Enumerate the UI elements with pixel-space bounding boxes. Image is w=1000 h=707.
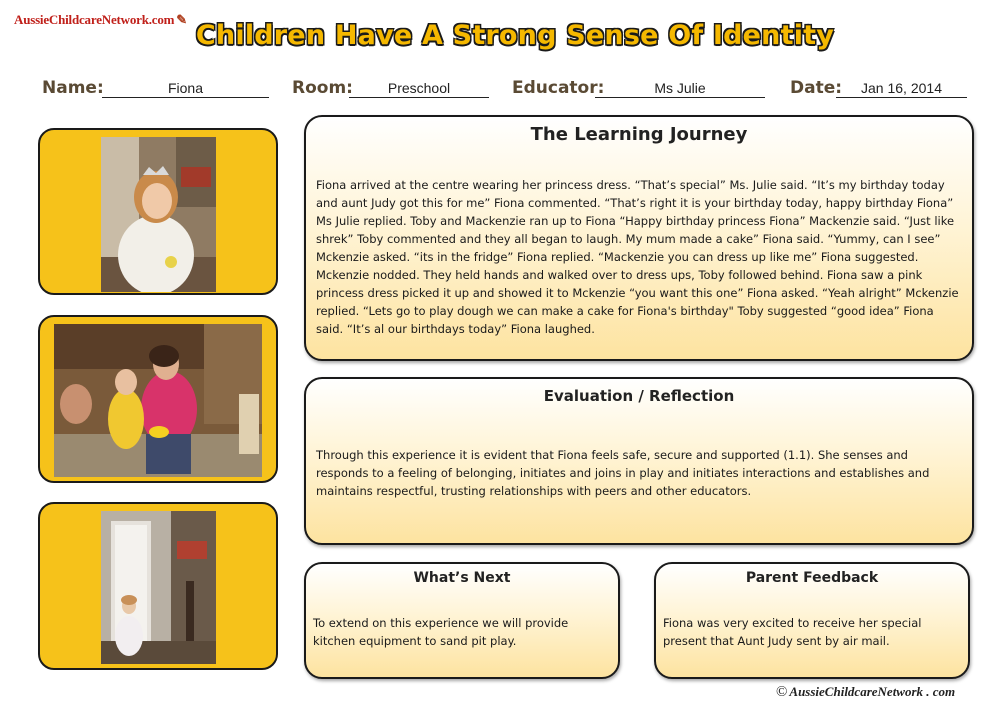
copyright-icon: ©: [776, 684, 788, 700]
whats-next-text: To extend on this experience we will provide kitchen equipment to sand pit play.: [313, 616, 569, 648]
evaluation-reflection-text: Through this experience it is evident that Fiona feels safe, secure and supported (1.1). She senses and responds to a feeling of belonging, initiates and joins in play and initiates interactions and establishes and maintains respectful, trusting relationships with peers and other educators.: [316, 448, 930, 498]
photo-panel-1: [38, 128, 278, 295]
learning-journey-title: The Learning Journey: [530, 124, 748, 145]
photo-girl-hallway: [101, 511, 216, 664]
photo-panel-2: [38, 315, 278, 483]
copyright-text: AussieChildcareNetwork . com: [789, 684, 956, 699]
room-label: Room:: [292, 78, 353, 98]
date-label: Date:: [790, 78, 843, 98]
date-underline: [836, 97, 967, 98]
parent-feedback-title: Parent Feedback: [745, 570, 879, 586]
educator-underline: [595, 97, 765, 98]
room-underline: [349, 97, 489, 98]
photo-girl-tiara: [101, 137, 216, 292]
parent-feedback-text: Fiona was very excited to receive her special present that Aunt Judy sent by air mail.: [663, 616, 922, 648]
room-value: Preschool: [387, 80, 451, 96]
name-label: Name:: [42, 78, 104, 98]
whats-next-card: [304, 562, 620, 679]
parent-feedback-card: [654, 562, 970, 679]
evaluation-reflection-title: Evaluation / Reflection: [543, 387, 735, 405]
evaluation-reflection-card: [304, 377, 974, 545]
learning-journey-text: Fiona arrived at the centre wearing her princess dress. “That’s special” Ms. Julie said. “It’s my birthday today and aunt Judy got this for me” Fiona commented. “That’s right it is your birthday today, happy birthday Fiona” Ms Julie replied. Toby and Mackenzie ran up to Fiona “Happy birthday princess Fiona” Mackenzie said. “Just like shrek” Toby commented and they all began to laugh. My mum made a cake” Fiona said. “Yummy, can I see” Mckenzie asked. “its in the fridge” Fiona replied. “Mackenzie you can dress up like me” Fiona suggested. Mckenzie nodded. They held hands and walked over to dress ups, Toby followed behind. Fiona saw a pink princess dress picked it up and showed it to Mckenzie “you want this one” Fiona asked. “Yeah alright” Mckenzie replied. “Lets go to play dough we can make a cake for Fiona's birthday" Toby suggested “good idea” Fiona said. “It’s al our birthdays today” Fiona laughed.: [316, 178, 959, 336]
educator-value: Ms Julie: [654, 80, 706, 96]
photo-girls-with-educator: [54, 324, 262, 477]
whats-next-title: What’s Next: [413, 570, 511, 586]
pencil-icon: ✎: [176, 12, 187, 27]
name-underline: [102, 97, 269, 98]
date-value: Jan 16, 2014: [861, 80, 942, 96]
learning-journey-card: [304, 115, 974, 361]
name-value: Fiona: [167, 80, 204, 96]
copyright-notice: [776, 684, 955, 701]
page-title: Children Have A Strong Sense Of Identity: [195, 20, 835, 51]
logo-text: AussieChildcareNetwork.com: [14, 12, 175, 27]
educator-label: Educator:: [512, 78, 605, 98]
photo-panel-3: [38, 502, 278, 670]
